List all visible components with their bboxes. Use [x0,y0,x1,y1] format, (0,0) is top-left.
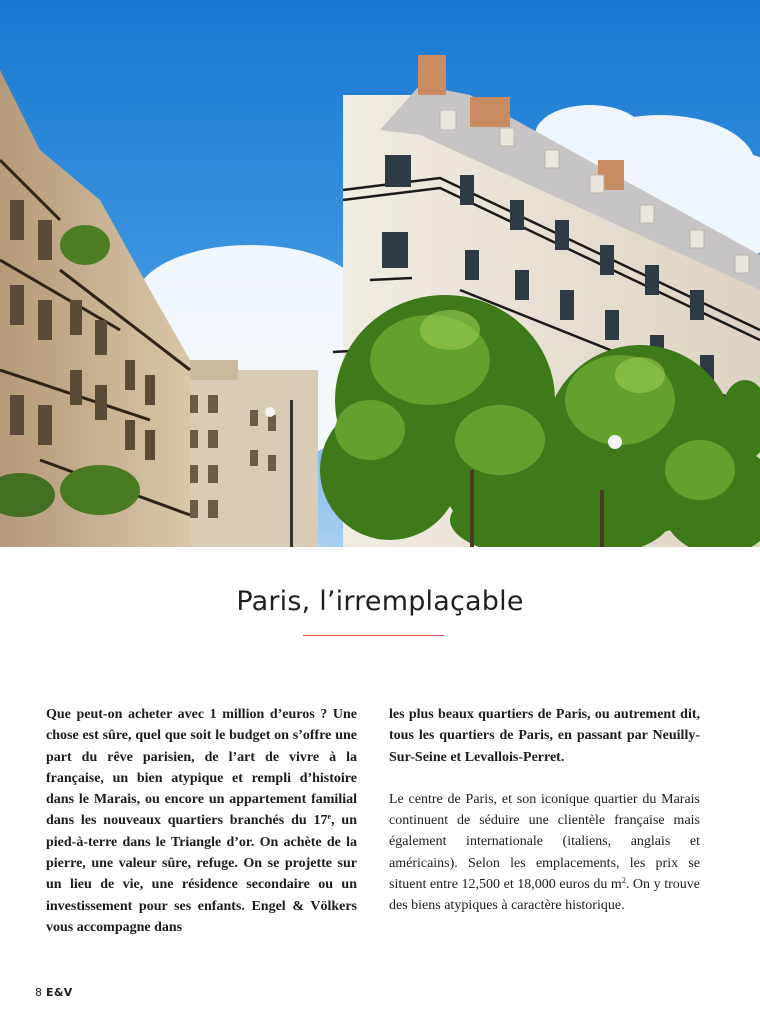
body-superscript: 2 [621,876,626,886]
intro-text-part1: Que peut-on acheter avec 1 million d’euros ? Une chose est sûre, quel que soit le budget on s’offre une part du rêve parisien, de l’art de vivre à la française, un bien atypique et rempli d’histoire dans le Marais, ou encore un appartement familial dans les nouveaux quartiers branchés du 17 [46,707,357,829]
body-text-part1: Le centre de Paris, et son iconique quartier du Marais continuent de séduire une clientèle française mais également internationale (italiens, anglais et américains). Selon les emplacements, les prix se situent entre 12,500 et 18,000 euros du m [389,791,700,893]
intro-superscript: e [327,812,332,822]
page-footer [35,986,73,999]
intro-paragraph [46,704,357,938]
body-text-part2: . On y trouve des biens atypiques à caractère historique. [389,877,700,914]
page-title: Paris, l’irremplaçable [236,586,524,617]
body-paragraph [389,789,700,917]
intro-continuation: les plus beaux quartiers de Paris, ou autrement dit, tous les quartiers de Paris, en passant par Neuilly-Sur-Seine et Levallois-Perret. [389,707,700,765]
body-column [389,704,700,917]
intro-text-part2: , un pied-à-terre dans le Triangle d’or. On achète de la pierre, une valeur sûre, refuge. On se projette sur un lieu de vie, une résidence secondaire ou un investissement pour ses enfants. Engel & Völkers vous accompagne dans [46,813,357,935]
brand-logo-text: E&V [46,986,73,999]
intro-column [46,704,357,938]
title-underline [303,635,444,636]
page-number: 8 [35,986,42,999]
